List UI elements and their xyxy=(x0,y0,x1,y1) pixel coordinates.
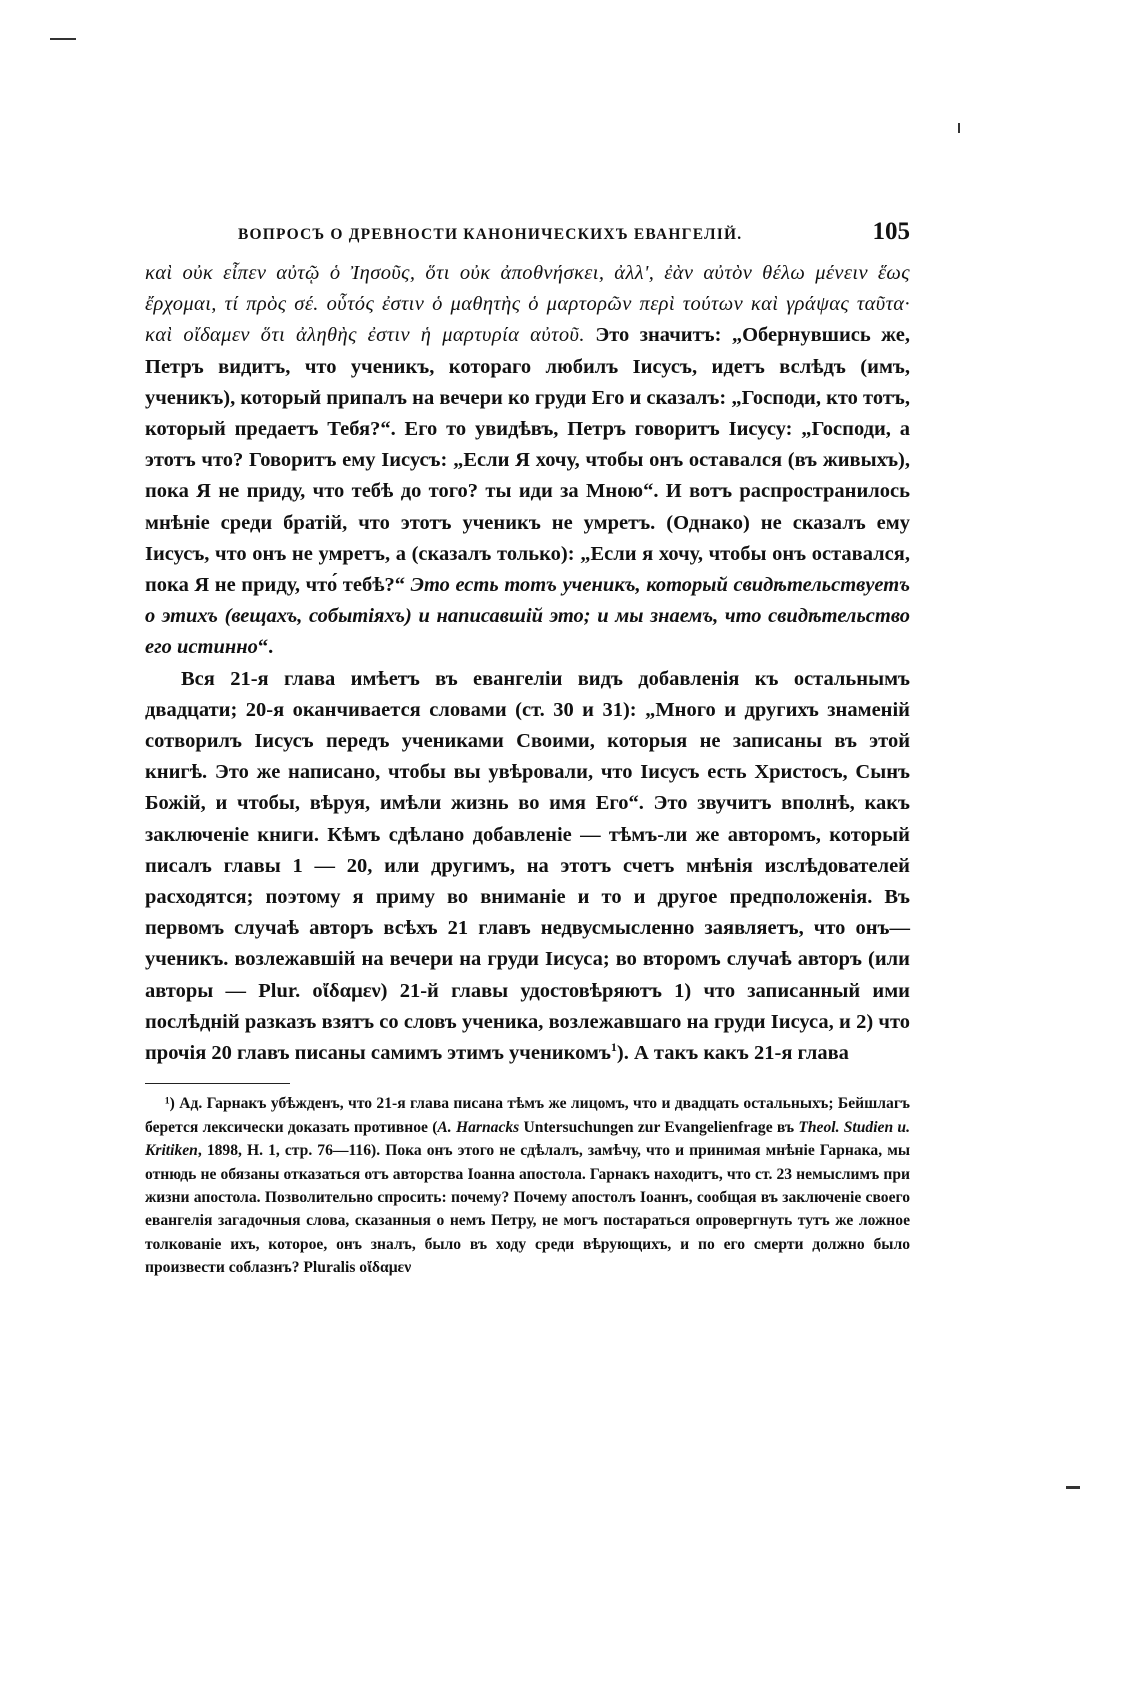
footnote-segment: Untersuchungen zur Evangelienfrage въ xyxy=(519,1118,799,1136)
page-header xyxy=(145,218,910,258)
paragraph xyxy=(145,258,910,664)
footnote-divider xyxy=(145,1083,290,1084)
paragraph xyxy=(145,664,910,1070)
greek-quotation: καὶ οὐκ εἶπεν αὐτῷ ὁ Ἰησοῦς, ὅτι οὐκ ἀποθνήσκει, ἀλλ', ἐὰν αὐτὸν θέλω μένειν ἕως ἔρχομαι, τί πρὸς σέ. οὗτός ἐστιν ὁ μαθητὴς ὁ μαρτορῶν περὶ τούτων καὶ γράψας ταῦτα· καὶ οἴδαμεν ὅτι ἀληθὴς ἐστιν ἡ μαρτυρία αὐτοῦ. xyxy=(145,262,910,347)
page-number: 105 xyxy=(872,218,910,245)
footnote-marker: ¹) xyxy=(165,1095,175,1113)
paragraph-text: Вся 21-я глава имѣетъ въ евангеліи видъ добавленія къ остальнымъ двадцати; 20-я оканчивается словами (ст. 30 и 31): „Много и другихъ знаменій сотворилъ Іисусъ передъ учениками Своими, которыя не записаны въ этой книгѣ. Это же написано, чтобы вы увѣровали, что Іисусъ есть Христосъ, Сынъ Божій, и чтобы, вѣруя, имѣли жизнь во имя Его“. Это звучитъ вполнѣ, какъ заключеніе книги. Кѣмъ сдѣлано добавленіе — тѣмъ-ли же авторомъ, который писалъ главы 1 — 20, или другимъ, на этотъ счетъ мнѣнія изслѣдователей расходятся; поэтому я приму во вниманіе и то и другое предположенія. Въ первомъ случаѣ авторъ всѣхъ 21 главъ недвусмысленно заявляетъ, что онъ—ученикъ. возлежавшій на вечери на груди Іисуса; во второмъ случаѣ авторъ (или авторы — Plur. οἴδαμεν) 21-й главы удостовѣряютъ 1) что записанный ими послѣдній разказъ взятъ со словъ ученика, возлежавшаго на груди Іисуса, и 2) что прочія 20 главъ писаны самимъ этимъ ученикомъ xyxy=(145,667,910,1065)
footnote-segment: Ад. Гарнакъ убѣжденъ, что 21-я глава писана тѣмъ же лицомъ, что и двадцать остальныхъ; Бейшлагъ берется лексически доказать противное ( xyxy=(145,1095,910,1136)
italic-quotation: Это есть тотъ ученикъ, который свидѣтельствуетъ о этихъ (вещахъ, событіяхъ) и написавшій это; и мы знаемъ, что свидѣтельство его истинно xyxy=(145,574,911,659)
book-page xyxy=(145,218,910,1280)
footnote-citation-author: A. Harnacks xyxy=(437,1118,520,1136)
footnote xyxy=(145,1092,910,1279)
footnote-text xyxy=(145,1092,910,1279)
footnote-segment: , 1898, H. 1, стр. 76—116). Пока онъ этого не сдѣлалъ, замѣчу, что и принимая мнѣніе Гарнака, мы отнюдь не обязаны отказаться отъ авторства Іоанна апостола. Гарнакъ находитъ, что ст. 23 немыслимъ при жизни апостола. Позволительно спросить: почему? Почему апостолъ Іоаннъ, сообщая въ заключеніе своего евангелія загадочныя слова, сказанныя о немъ Петру, не могъ постараться опровергнуть тутъ же ложное толкованіе ихъ, которое, онъ зналъ, было въ ходу среди вѣрующихъ, и по его смерти должно было произвести соблазнъ? Pluralis οἴδαμεν xyxy=(145,1142,910,1277)
scan-mark-right xyxy=(958,123,960,133)
running-title: ВОПРОСЪ О ДРЕВНОСТИ КАНОНИЧЕСКИХЪ ЕВАНГЕЛІЙ. xyxy=(238,226,743,243)
footnote-reference: 1 xyxy=(610,1040,617,1055)
main-text xyxy=(145,258,910,1069)
paragraph-end: ). А такъ какъ 21-я глава xyxy=(616,1042,849,1065)
scan-mark-top-left xyxy=(50,38,76,40)
paragraph-end: “. xyxy=(257,636,274,659)
paragraph-text: Это значитъ: „Обернувшись же, Петръ видитъ, что ученикъ, котораго любилъ Іисусъ, идетъ вслѣдъ (имъ, ученикъ), который припалъ на вечери ко груди Его и сказалъ: „Господи, кто тотъ, который предаетъ Тебя?“. Его то увидѣвъ, Петръ говоритъ Іисусу: „Господи, а этотъ что? Говоритъ ему Іисусъ: „Если Я хочу, чтобы онъ оставался (въ живыхъ), пока Я не приду, что тебѣ до того? ты иди за Мною“. И вотъ распространилось мнѣніе среди братій, что этотъ ученикъ не умретъ. (Однако) не сказалъ ему Іисусъ, что онъ не умретъ, а (сказалъ только): „Если я хочу, чтобы онъ оставался, пока Я не приду, что́ тебѣ?“ xyxy=(145,324,910,597)
scan-mark-bottom-right xyxy=(1066,1486,1080,1489)
footnote-citation-journal: Theol. Studien u. Kritiken xyxy=(145,1118,911,1160)
